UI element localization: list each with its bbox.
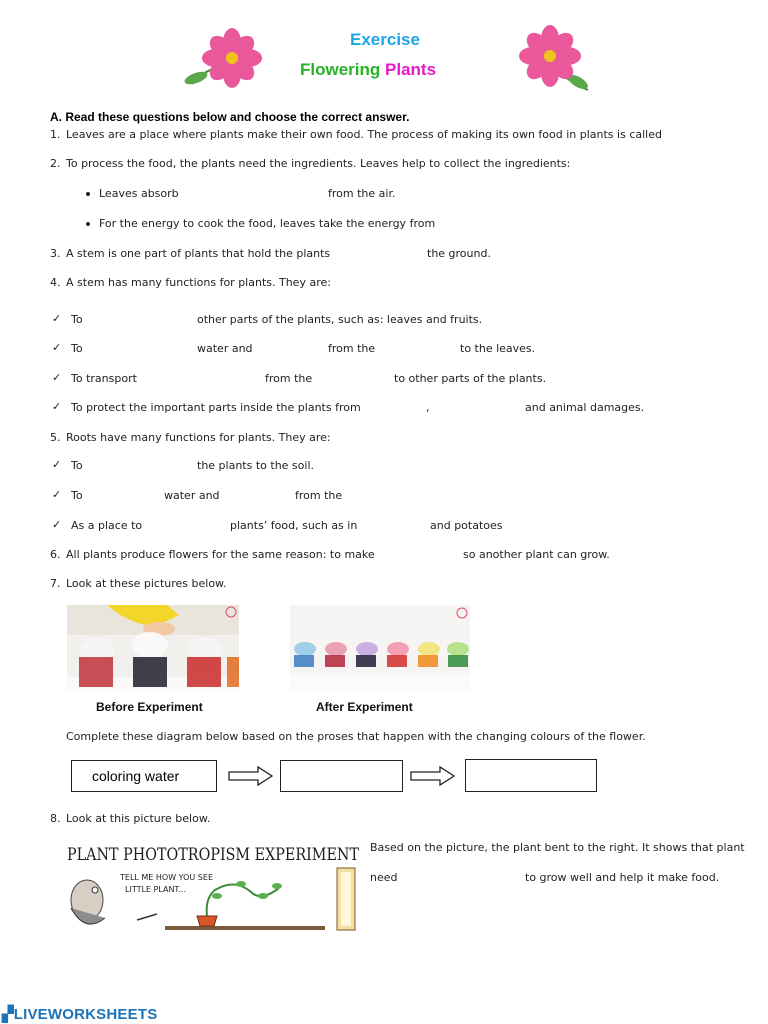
q3-text-a: A stem is one part of plants that hold the plants bbox=[66, 247, 331, 260]
subtitle-word-plants: Plants bbox=[385, 60, 437, 79]
check-icon: ✓ bbox=[52, 458, 62, 471]
q7-instruction: Complete these diagram below based on the proses that happen with the changing colours of the flower. bbox=[66, 730, 646, 743]
q2-number: 2. bbox=[50, 157, 61, 170]
flower-left-image bbox=[182, 28, 264, 90]
liveworksheets-brand-text: LIVEWORKSHEETS bbox=[13, 1006, 158, 1023]
q5-check3-a: As a place to bbox=[71, 519, 143, 532]
q4-check2-c: from the bbox=[328, 342, 376, 355]
diagram-box-coloring-water bbox=[71, 760, 217, 792]
check-icon: ✓ bbox=[52, 488, 62, 501]
q7-text: Look at these pictures below. bbox=[66, 577, 227, 590]
q2-bullet1-text-a: Leaves absorb bbox=[99, 187, 179, 200]
q6-text-a: All plants produce flowers for the same reason: to make bbox=[66, 548, 375, 561]
bullet-dot bbox=[86, 192, 90, 196]
q4-check4-c: and animal damages. bbox=[525, 401, 645, 414]
q3-text-b: the ground. bbox=[427, 247, 491, 260]
liveworksheets-logo[interactable] bbox=[2, 1005, 157, 1023]
liveworksheets-logo-icon: ▞ bbox=[2, 1006, 14, 1023]
diagram-answer-box-2[interactable] bbox=[280, 760, 403, 792]
phototropism-image-title: PLANT PHOTOTROPISM EXPERIMENT bbox=[67, 845, 360, 865]
q5-check2-b: water and bbox=[164, 489, 220, 502]
after-experiment-caption: After Experiment bbox=[316, 700, 413, 714]
q2-bullet2-text: For the energy to cook the food, leaves take the energy from bbox=[99, 217, 436, 230]
q4-check2-d: to the leaves. bbox=[460, 342, 536, 355]
q4-check2-b: water and bbox=[197, 342, 253, 355]
q8-side-text-b: need bbox=[370, 871, 398, 884]
diagram-box-label: coloring water bbox=[92, 768, 180, 784]
check-icon: ✓ bbox=[52, 400, 62, 413]
q4-check1-b: other parts of the plants, such as: leaves and fruits. bbox=[197, 313, 483, 326]
section-a-heading: A. Read these questions below and choose the correct answer. bbox=[50, 110, 410, 124]
q2-bullet1-text-b: from the air. bbox=[328, 187, 396, 200]
before-experiment-caption: Before Experiment bbox=[96, 700, 203, 714]
q4-check4-a: To protect the important parts inside the plants from bbox=[71, 401, 361, 414]
q1-text: Leaves are a place where plants make their own food. The process of making its own food in plants is called bbox=[66, 128, 662, 141]
right-arrow-icon bbox=[410, 766, 456, 786]
q6-number: 6. bbox=[50, 548, 61, 561]
speech-line-1: TELL ME HOW YOU SEE bbox=[120, 873, 213, 882]
q8-text: Look at this picture below. bbox=[66, 812, 211, 825]
after-experiment-photo bbox=[290, 605, 470, 691]
q6-text-b: so another plant can grow. bbox=[463, 548, 610, 561]
page-subtitle bbox=[300, 60, 436, 80]
q5-text: Roots have many functions for plants. They are: bbox=[66, 431, 331, 444]
q4-number: 4. bbox=[50, 276, 61, 289]
flower-right-image bbox=[512, 24, 596, 94]
check-icon: ✓ bbox=[52, 371, 62, 384]
subtitle-word-flowering: Flowering bbox=[300, 60, 381, 79]
diagram-answer-box-3[interactable] bbox=[465, 759, 597, 792]
check-icon: ✓ bbox=[52, 312, 62, 325]
check-icon: ✓ bbox=[52, 518, 62, 531]
q4-check1-a: To bbox=[71, 313, 83, 326]
q7-number: 7. bbox=[50, 577, 61, 590]
phototropism-experiment-image bbox=[65, 838, 361, 936]
q5-check2-a: To bbox=[71, 489, 83, 502]
q5-check3-c: and potatoes bbox=[430, 519, 503, 532]
q8-side-text-a: Based on the picture, the plant bent to the right. It shows that plant bbox=[370, 841, 745, 854]
q4-check3-a: To transport bbox=[71, 372, 137, 385]
q4-check4-b: , bbox=[426, 401, 430, 414]
speech-line-2: LITTLE PLANT... bbox=[125, 885, 186, 894]
q5-check3-b: plants’ food, such as in bbox=[230, 519, 358, 532]
page-title: Exercise bbox=[350, 30, 420, 49]
q5-check1-b: the plants to the soil. bbox=[197, 459, 314, 472]
right-arrow-icon bbox=[228, 766, 274, 786]
q1-number: 1. bbox=[50, 128, 61, 141]
check-icon: ✓ bbox=[52, 341, 62, 354]
q4-check3-c: to other parts of the plants. bbox=[394, 372, 547, 385]
q4-text: A stem has many functions for plants. They are: bbox=[66, 276, 331, 289]
q3-number: 3. bbox=[50, 247, 61, 260]
q5-number: 5. bbox=[50, 431, 61, 444]
q8-number: 8. bbox=[50, 812, 61, 825]
q5-check1-a: To bbox=[71, 459, 83, 472]
q5-check2-c: from the bbox=[295, 489, 343, 502]
q4-check3-b: from the bbox=[265, 372, 313, 385]
q2-text: To process the food, the plants need the ingredients. Leaves help to collect the ingredients: bbox=[66, 157, 571, 170]
q8-side-text-c: to grow well and help it make food. bbox=[525, 871, 720, 884]
before-experiment-photo bbox=[67, 605, 239, 691]
q4-check2-a: To bbox=[71, 342, 83, 355]
bullet-dot bbox=[86, 222, 90, 226]
